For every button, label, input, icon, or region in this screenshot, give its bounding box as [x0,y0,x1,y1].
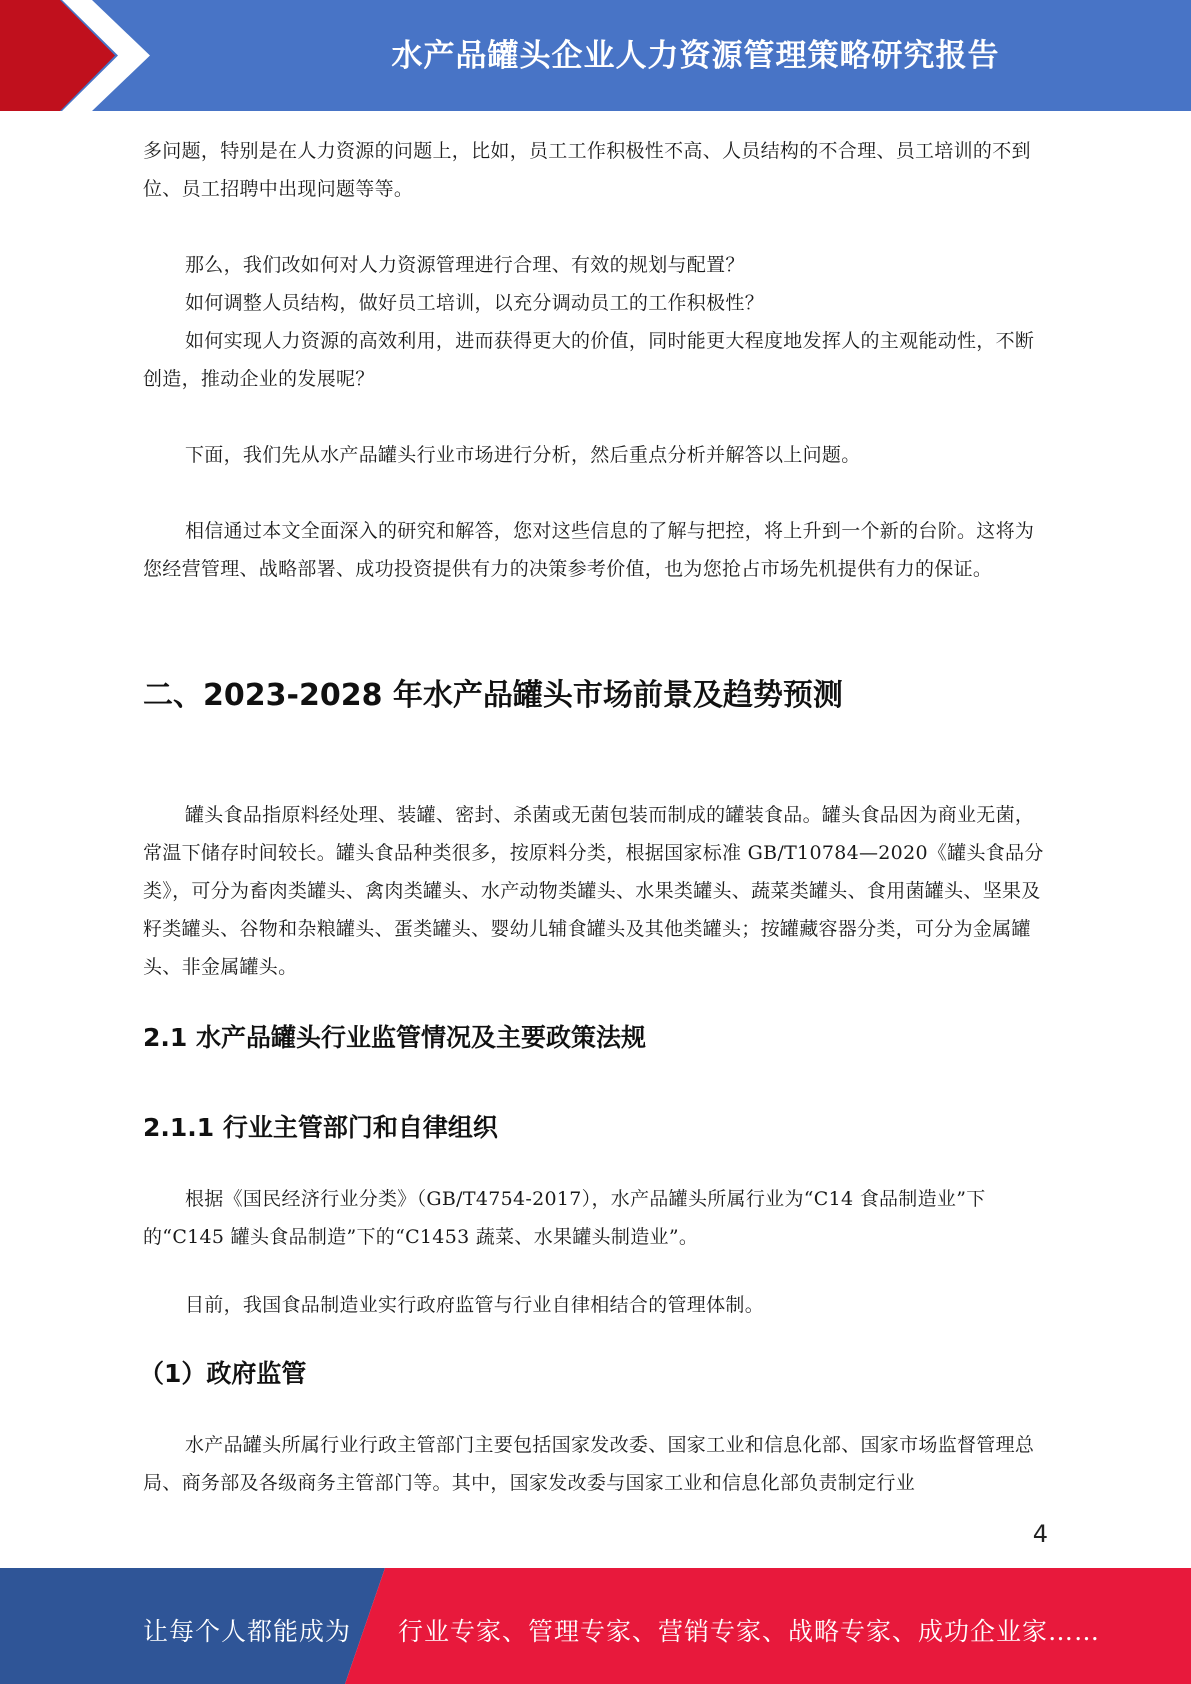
question-planning: 那么，我们改如何对人力资源管理进行合理、有效的规划与配置？ [185,254,745,276]
subsection-heading-authorities: 2.1.1 行业主管部门和自律组织 [143,1113,498,1142]
paragraph-government-departments: 水产品罐头所属行业行政主管部门主要包括国家发改委、国家工业和信息化部、国家市场监督管理总局、商务部及各级商务主管部门等。其中，国家发改委与国家工业和信息化部负责制定行业 [143,1434,1035,1494]
page-header [0,0,1191,111]
paragraph-intro-continued: 多问题，特别是在人力资源的问题上，比如，员工工作积极性不高、人员结构的不合理、员工培训的不到位、员工招聘中出现问题等等。 [143,140,1031,200]
header-chevron-decoration [0,0,160,111]
paragraph-value: 相信通过本文全面深入的研究和解答，您对这些信息的了解与把控，将上升到一个新的台阶。这将为您经营管理、战略部署、成功投资提供有力的决策参考价值，也为您抢占市场先机提供有力的保证。 [143,520,1035,580]
page-number: 4 [1032,1520,1048,1548]
paragraph-canned-food-definition: 罐头食品指原料经处理、装罐、密封、杀菌或无菌包装而制成的罐装食品。罐头食品因为商业无菌，常温下储存时间较长。罐头食品种类很多，按原料分类，根据国家标准 GB/T10784—2020《罐头食品分类》，可分为畜肉类罐头、禽肉类罐头、水产动物类罐头、水果类罐头、蔬菜类罐头、食用菌罐头、坚果及籽类罐头、谷物和杂粮罐头、蛋类罐头、婴幼儿辅食罐头及其他类罐头；按罐藏容器分类，可分为金属罐头、非金属罐头。 [143,804,1044,978]
subsection-heading-government: （1）政府监管 [139,1359,307,1388]
footer-slogan-left: 让每个人都能成为 [143,1617,352,1646]
paragraph-management-system: 目前，我国食品制造业实行政府监管与行业自律相结合的管理体制。 [185,1294,765,1316]
question-structure: 如何调整人员结构，做好员工培训，以充分调动员工的工作积极性？ [185,292,765,314]
question-efficiency: 如何实现人力资源的高效利用，进而获得更大的价值，同时能更大程度地发挥人的主观能动性，不断创造，推动企业的发展呢？ [143,330,1035,390]
header-title: 水产品罐头企业人力资源管理策略研究报告 [391,38,1000,74]
page-footer [0,1568,1191,1684]
paragraph-industry-classification: 根据《国民经济行业分类》（GB/T4754-2017），水产品罐头所属行业为“C14 食品制造业”下的“C145 罐头食品制造”下的“C1453 蔬菜、水果罐头制造业”。 [143,1188,986,1248]
subsection-heading-regulation: 2.1 水产品罐头行业监管情况及主要政策法规 [143,1023,646,1052]
section-heading-market-forecast: 二、2023-2028 年水产品罐头市场前景及趋势预测 [143,678,843,713]
footer-slogan-right: 行业专家、管理专家、营销专家、战略专家、成功企业家…… [398,1617,1101,1646]
paragraph-analysis-intro: 下面，我们先从水产品罐头行业市场进行分析，然后重点分析并解答以上问题。 [185,444,861,466]
